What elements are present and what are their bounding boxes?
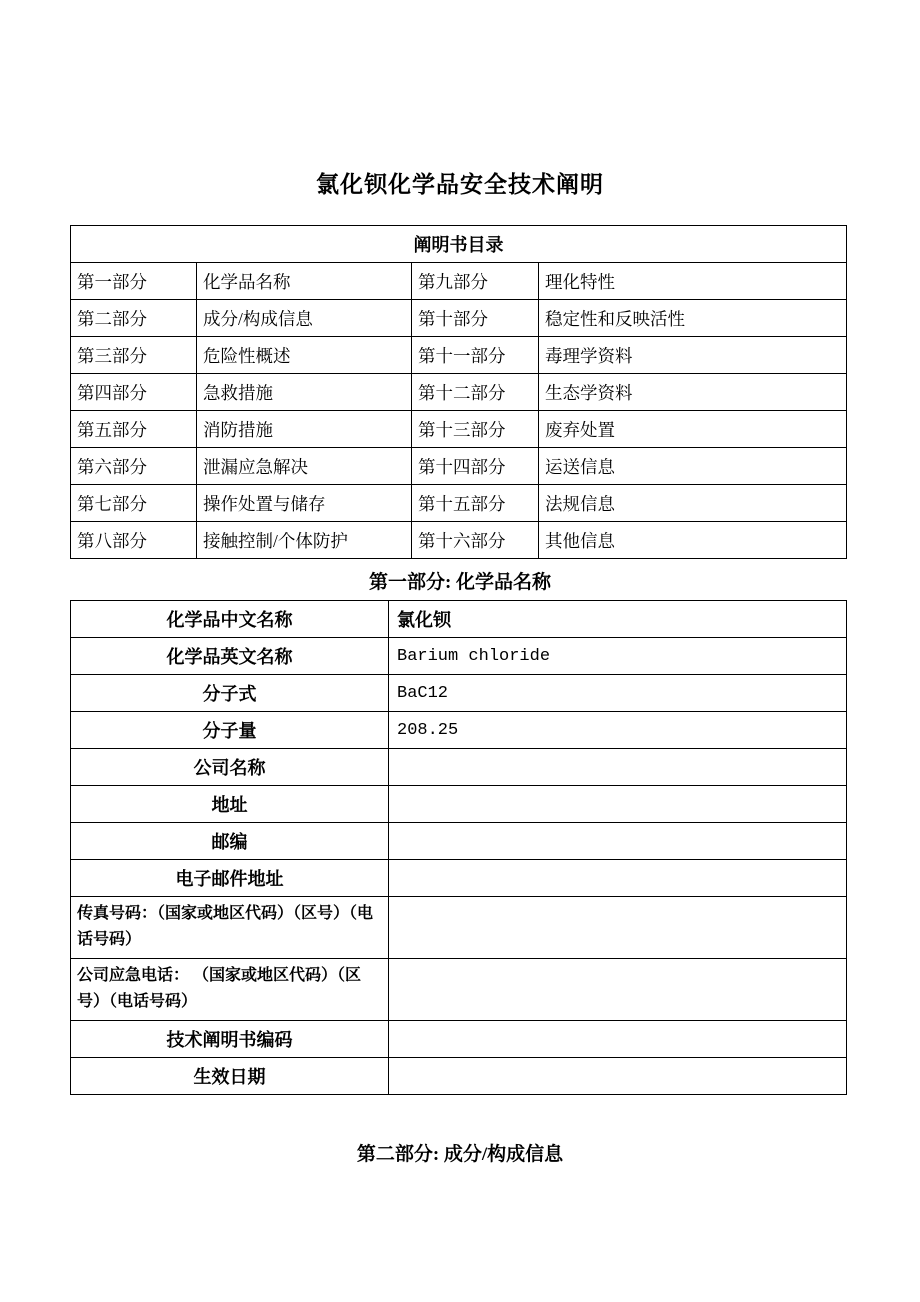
info-value-cell: 208.25 xyxy=(389,712,847,749)
table-row xyxy=(71,1020,847,1057)
toc-name-cell: 其他信息 xyxy=(539,522,847,559)
info-value-cell xyxy=(389,1020,847,1057)
info-label-cell: 分子量 xyxy=(71,712,389,749)
table-row xyxy=(71,448,847,485)
info-label-cell: 分子式 xyxy=(71,675,389,712)
table-row xyxy=(71,337,847,374)
info-value-cell xyxy=(389,823,847,860)
toc-name-cell: 成分/构成信息 xyxy=(197,300,412,337)
table-row xyxy=(71,823,847,860)
info-value-cell xyxy=(389,958,847,1020)
toc-header: 阐明书目录 xyxy=(71,226,847,263)
toc-name-cell: 运送信息 xyxy=(539,448,847,485)
info-label-cell: 技术阐明书编码 xyxy=(71,1020,389,1057)
table-row xyxy=(71,263,847,300)
table-row xyxy=(71,1057,847,1094)
section-1-heading: 第一部分: 化学品名称 xyxy=(368,572,552,593)
info-value-cell xyxy=(389,860,847,897)
toc-part-cell: 第四部分 xyxy=(71,374,197,411)
info-label-cell: 公司名称 xyxy=(71,749,389,786)
toc-part-cell: 第十六部分 xyxy=(412,522,539,559)
toc-part-cell: 第十二部分 xyxy=(412,374,539,411)
toc-name-cell: 泄漏应急解决 xyxy=(197,448,412,485)
table-row xyxy=(71,638,847,675)
toc-name-cell: 理化特性 xyxy=(539,263,847,300)
toc-name-cell: 化学品名称 xyxy=(197,263,412,300)
info-label-cell: 化学品英文名称 xyxy=(71,638,389,675)
table-row xyxy=(71,749,847,786)
info-label-cell: 邮编 xyxy=(71,823,389,860)
toc-part-cell: 第六部分 xyxy=(71,448,197,485)
toc-part-cell: 第九部分 xyxy=(412,263,539,300)
toc-part-cell: 第十四部分 xyxy=(412,448,539,485)
toc-table xyxy=(70,225,847,559)
toc-header-row xyxy=(71,226,847,263)
info-value-cell: BaC12 xyxy=(389,675,847,712)
toc-name-cell: 接触控制/个体防护 xyxy=(197,522,412,559)
table-row xyxy=(71,712,847,749)
toc-part-cell: 第一部分 xyxy=(71,263,197,300)
table-row xyxy=(71,786,847,823)
info-label-cell: 生效日期 xyxy=(71,1057,389,1094)
info-value-cell xyxy=(389,897,847,959)
toc-name-cell: 急救措施 xyxy=(197,374,412,411)
page-title: 氯化钡化学品安全技术阐明 xyxy=(316,172,604,197)
toc-part-cell: 第五部分 xyxy=(71,411,197,448)
table-row xyxy=(71,958,847,1020)
table-row xyxy=(71,522,847,559)
toc-name-cell: 操作处置与储存 xyxy=(197,485,412,522)
table-row xyxy=(71,485,847,522)
table-row xyxy=(71,300,847,337)
info-label-cell: 地址 xyxy=(71,786,389,823)
chemical-info-table xyxy=(70,600,847,1095)
toc-name-cell: 废弃处置 xyxy=(539,411,847,448)
table-row xyxy=(71,601,847,638)
info-value-cell: Barium chloride xyxy=(389,638,847,675)
table-row xyxy=(71,411,847,448)
info-label-cell: 化学品中文名称 xyxy=(71,601,389,638)
toc-part-cell: 第三部分 xyxy=(71,337,197,374)
toc-part-cell: 第十三部分 xyxy=(412,411,539,448)
toc-name-cell: 稳定性和反映活性 xyxy=(539,300,847,337)
toc-part-cell: 第十一部分 xyxy=(412,337,539,374)
info-label-cell: 电子邮件地址 xyxy=(71,860,389,897)
toc-part-cell: 第十五部分 xyxy=(412,485,539,522)
toc-name-cell: 危险性概述 xyxy=(197,337,412,374)
toc-name-cell: 生态学资料 xyxy=(539,374,847,411)
section-2-heading: 第二部分: 成分/构成信息 xyxy=(356,1143,564,1165)
table-row xyxy=(71,675,847,712)
info-label-cell: 公司应急电话： （国家或地区代码）（区号）（电话号码） xyxy=(71,958,389,1020)
toc-name-cell: 法规信息 xyxy=(539,485,847,522)
toc-part-cell: 第二部分 xyxy=(71,300,197,337)
toc-name-cell: 消防措施 xyxy=(197,411,412,448)
toc-part-cell: 第七部分 xyxy=(71,485,197,522)
info-value-cell: 氯化钡 xyxy=(389,601,847,638)
info-value-cell xyxy=(389,749,847,786)
table-row xyxy=(71,374,847,411)
toc-name-cell: 毒理学资料 xyxy=(539,337,847,374)
info-value-cell xyxy=(389,1057,847,1094)
table-row xyxy=(71,860,847,897)
toc-part-cell: 第八部分 xyxy=(71,522,197,559)
table-row xyxy=(71,897,847,959)
info-label-cell: 传真号码：（国家或地区代码）（区号）（电话号码） xyxy=(71,897,389,959)
info-value-cell xyxy=(389,786,847,823)
toc-part-cell: 第十部分 xyxy=(412,300,539,337)
